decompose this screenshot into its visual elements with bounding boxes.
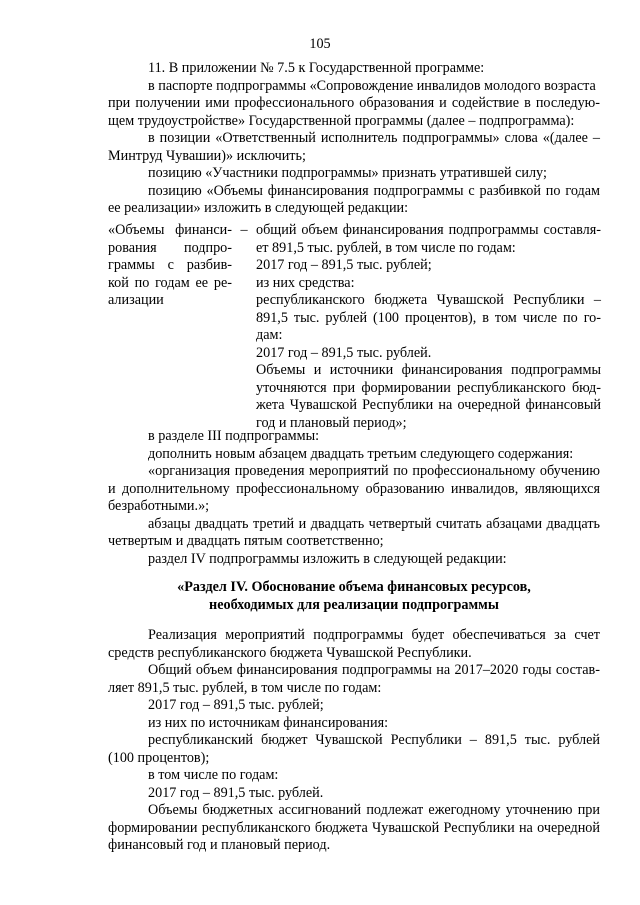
table-right-line: Объемы и источники финансирования подпрограммы (256, 362, 601, 378)
table-right-line: год и плановый период»; (256, 414, 407, 431)
body-section (108, 627, 600, 855)
section-heading (108, 578, 600, 614)
body-line: Общий объем финансирования подпрограммы на 2017–2020 годы состав- (148, 662, 600, 678)
middle-line: «организация проведения мероприятий по профессиональному обучению (148, 463, 600, 479)
body-line: средств республиканского бюджета Чувашской Республики. (108, 644, 472, 661)
middle-line: безработными.»; (108, 498, 210, 514)
intro-line: щем трудоустройстве» Государственной программы (далее – подпрограмма): (108, 112, 575, 129)
body-line: Объемы бюджетных ассигнований подлежат ежегодному уточнению при (148, 802, 600, 818)
intro-section (108, 60, 600, 218)
table-right-line: 2017 год – 891,5 тыс. рублей. (256, 344, 432, 361)
table-right-cell (256, 222, 601, 432)
table-right-line: 2017 год – 891,5 тыс. рублей; (256, 257, 432, 273)
table-left-line: ализации (108, 292, 164, 308)
table-left-cell (108, 222, 232, 310)
table-left-line: «Объемы финанси- (108, 222, 232, 238)
table-right-line: дам: (256, 327, 283, 343)
intro-line: при получении ими профессионального образования и содействие в последую- (108, 95, 600, 111)
page-number: 105 (309, 36, 331, 52)
middle-line: дополнить новым абзацем двадцать третьим следующего содержания: (148, 445, 574, 462)
table-left-line: граммы с разбив- (108, 257, 232, 273)
body-line: в том числе по годам: (148, 767, 279, 783)
middle-line: абзацы двадцать третий и двадцать четвертый считать абзацами двадцать (148, 515, 600, 532)
table-right-line: республиканского бюджета Чувашской Республики – (256, 292, 601, 308)
body-line: (100 процентов); (108, 749, 210, 766)
table-left-line: кой по годам ее ре- (108, 274, 232, 291)
intro-line: ее реализации» изложить в следующей редакции: (108, 200, 409, 216)
body-line: из них по источникам финансирования: (148, 714, 389, 731)
table-right-line: уточняются при формировании республиканского бюд- (256, 379, 601, 396)
intro-line: Минтруд Чувашии)» исключить; (108, 147, 306, 164)
middle-section (108, 428, 600, 568)
middle-line: раздел IV подпрограммы изложить в следующей редакции: (148, 550, 507, 567)
table-dash: – (240, 222, 248, 238)
table-right-line: общий объем финансирования подпрограммы составля- (256, 222, 601, 238)
table-right-line: ет 891,5 тыс. рублей, в том числе по годам: (256, 239, 516, 256)
middle-line: четвертым и двадцать пятым соответственно; (108, 533, 384, 549)
body-line: ляет 891,5 тыс. рублей, в том числе по годам: (108, 679, 382, 696)
body-line: 2017 год – 891,5 тыс. рублей. (148, 784, 324, 801)
intro-line: 11. В приложении № 7.5 к Государственной программе: (148, 60, 485, 76)
table-left-line: рования подпро- (108, 239, 232, 256)
intro-line: позицию «Объемы финансирования подпрограммы с разбивкой по годам (148, 182, 600, 199)
body-line: 2017 год – 891,5 тыс. рублей; (148, 697, 324, 713)
intro-line: в позиции «Ответственный исполнитель подпрограммы» слова «(далее – (148, 130, 600, 146)
heading-line-1: «Раздел IV. Обоснование объема финансовых ресурсов, (177, 579, 531, 595)
body-line: финансовый год и плановый период. (108, 837, 331, 853)
intro-line: в паспорте подпрограммы «Сопровождение инвалидов молодого возраста (148, 77, 596, 94)
table-right-line: из них средства: (256, 274, 355, 291)
intro-line: позицию «Участники подпрограммы» признать утратившей силу; (148, 165, 547, 181)
body-line: республиканский бюджет Чувашской Республики – 891,5 тыс. рублей (148, 732, 600, 748)
heading-line-2: необходимых для реализации подпрограммы (209, 597, 499, 613)
middle-line: в разделе III подпрограммы: (148, 428, 320, 444)
body-line: формировании республиканского бюджета Чувашской Республики на очередной (108, 819, 600, 836)
middle-line: и дополнительному профессиональному образованию инвалидов, являющихся (108, 480, 600, 497)
body-line: Реализация мероприятий подпрограммы будет обеспечиваться за счет (148, 627, 600, 643)
table-right-line: 891,5 тыс. рублей (100 процентов), в том числе по го- (256, 309, 601, 326)
table-right-line: жета Чувашской Республики на очередной финансовый (256, 397, 601, 413)
